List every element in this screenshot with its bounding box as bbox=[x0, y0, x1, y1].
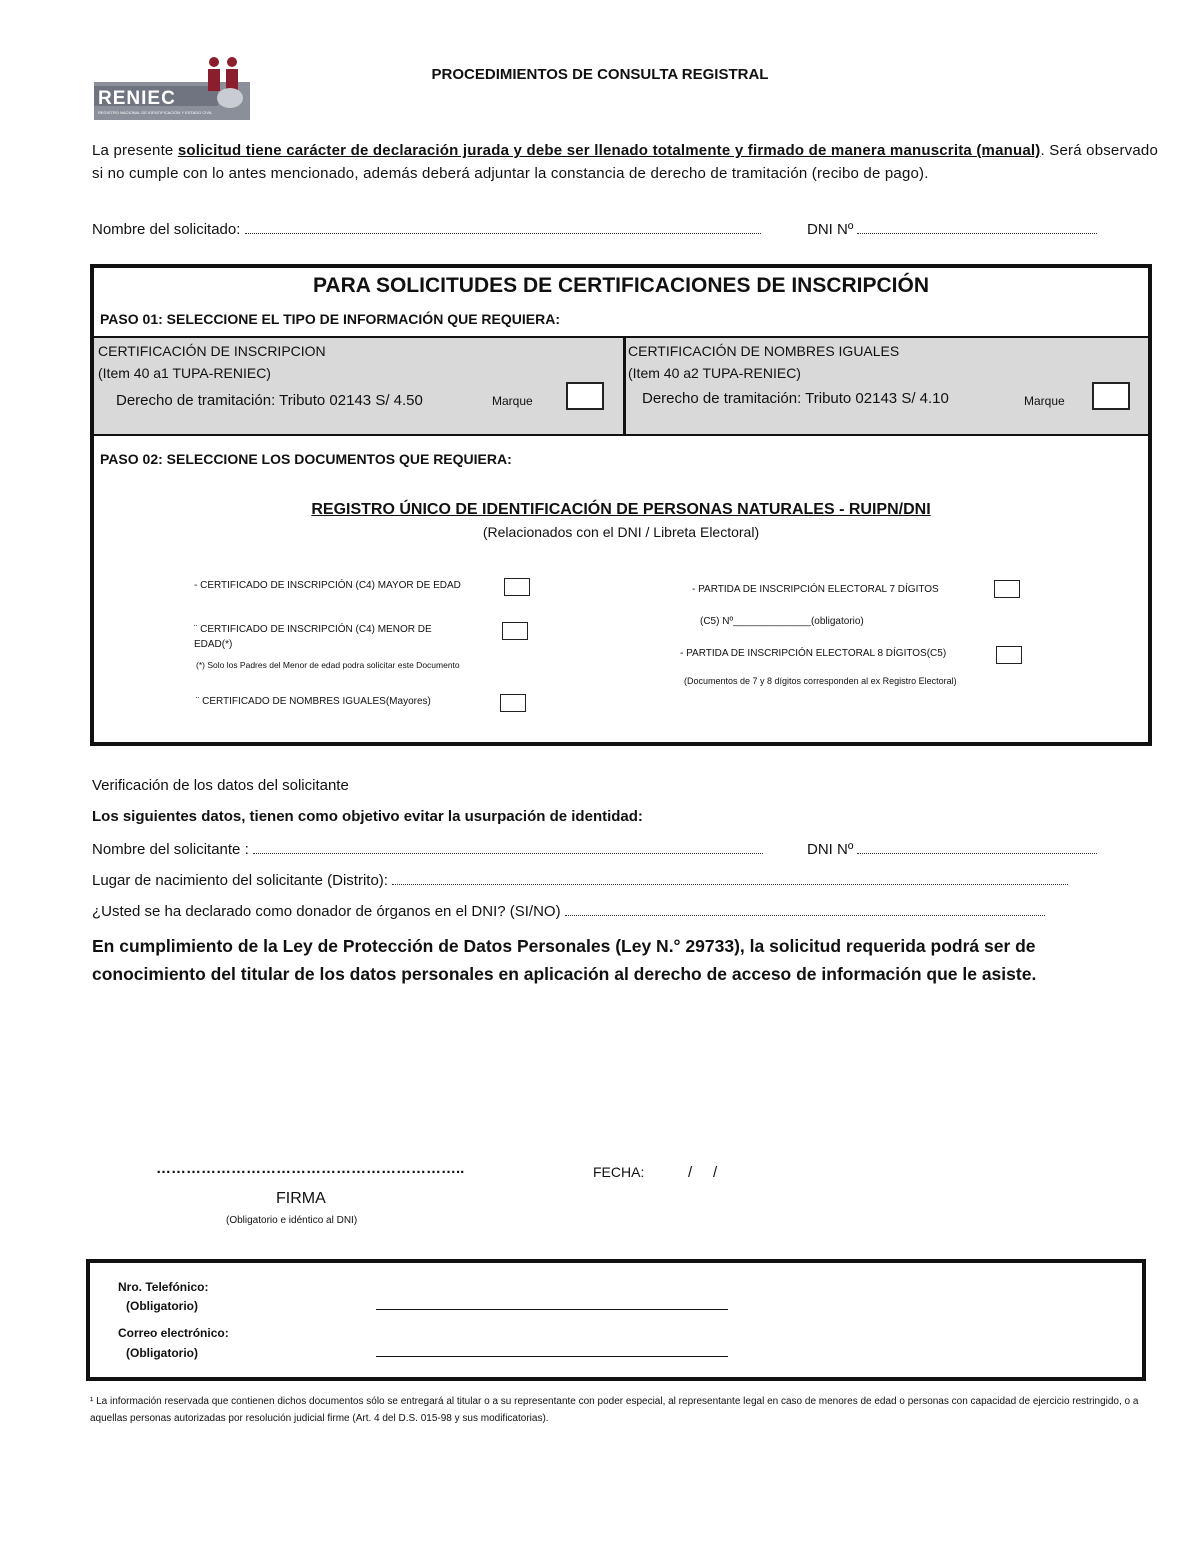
requested-dni-row bbox=[807, 221, 1097, 238]
option-inscription-fee: Derecho de tramitación: Tributo 02143 S/ 4.50 bbox=[116, 392, 423, 409]
applicant-dni-label: DNI Nº bbox=[807, 841, 854, 858]
donor-label: ¿Usted se ha declarado como donador de órganos en el DNI? (SI/NO) bbox=[92, 903, 561, 920]
signature-label: FIRMA bbox=[276, 1190, 326, 1207]
requested-name-field[interactable] bbox=[245, 221, 761, 234]
requested-dni-field[interactable] bbox=[857, 221, 1097, 234]
requested-dni-label: DNI Nº bbox=[807, 221, 854, 238]
signature-line[interactable]: …………………………………………………….. bbox=[156, 1160, 465, 1177]
email-field[interactable] bbox=[376, 1356, 728, 1357]
doc-minor-label: ¨ CERTIFICADO DE INSCRIPCIÓN (C4) MENOR DE EDAD(*) bbox=[194, 624, 432, 650]
applicant-name-row bbox=[92, 841, 763, 858]
step2-heading: PASO 02: SELECCIONE LOS DOCUMENTOS QUE REQUIERA: bbox=[100, 451, 512, 467]
applicant-name-label: Nombre del solicitante : bbox=[92, 841, 249, 858]
intro-suffix: . Será observado si no cumple con lo antes mencionado, además deberá adjuntar la constancia de derecho de tramitación (recibo de pago). bbox=[92, 142, 1158, 182]
step1-heading: PASO 01: SELECCIONE EL TIPO DE INFORMACIÓN QUE REQUIERA: bbox=[100, 311, 560, 327]
box-title: PARA SOLICITUDES DE CERTIFICACIONES DE INSCRIPCIÓN bbox=[312, 274, 930, 297]
option-same-names-fee: Derecho de tramitación: Tributo 02143 S/ 4.10 bbox=[642, 390, 949, 407]
data-protection-notice: En cumplimiento de la Ley de Protección de Datos Personales (Ley N.° 29733), la solicitud requerida podrá ser de conocimiento del titular de los datos personales en aplicación al derecho de acceso de información que le asiste. bbox=[92, 936, 1037, 984]
logo-text: RENIEC bbox=[98, 88, 176, 109]
birthplace-row bbox=[92, 872, 1068, 889]
phone-required: (Obligatorio) bbox=[126, 1299, 198, 1313]
option-same-names-mark-label: Marque bbox=[1024, 394, 1065, 408]
email-label: Correo electrónico: bbox=[118, 1326, 229, 1340]
birthplace-label: Lugar de nacimiento del solicitante (Distrito): bbox=[92, 872, 388, 889]
doc-minor-note: (*) Solo los Padres del Menor de edad podra solicitar este Documento bbox=[196, 660, 460, 670]
intro-prefix: La presente bbox=[92, 142, 178, 159]
registry-title: REGISTRO ÚNICO DE IDENTIFICACIÓN DE PERSONAS NATURALES - RUIPN/DNI bbox=[311, 501, 931, 518]
option-inscription-item: (Item 40 a1 TUPA-RENIEC) bbox=[98, 365, 271, 381]
option-inscription-mark-label: Marque bbox=[492, 394, 533, 408]
certification-request-box bbox=[90, 264, 1152, 746]
donor-field[interactable] bbox=[565, 903, 1045, 916]
birthplace-field[interactable] bbox=[392, 872, 1068, 885]
applicant-dni-row bbox=[807, 841, 1097, 858]
email-required: (Obligatorio) bbox=[126, 1346, 198, 1360]
option-same-names-checkbox[interactable] bbox=[1092, 382, 1130, 410]
option-same-names-title: CERTIFICACIÓN DE NOMBRES IGUALES bbox=[628, 343, 900, 359]
signature-note: (Obligatorio e idéntico al DNI) bbox=[226, 1215, 358, 1226]
registry-subtitle: (Relacionados con el DNI / Libreta Electoral) bbox=[482, 524, 760, 540]
date-label: FECHA: bbox=[593, 1164, 645, 1180]
option-same-names-item: (Item 40 a2 TUPA-RENIEC) bbox=[628, 365, 801, 381]
date-field[interactable]: / / bbox=[688, 1164, 718, 1181]
doc-electoral-note: (Documentos de 7 y 8 dígitos corresponden al ex Registro Electoral) bbox=[684, 676, 957, 686]
footnote: ¹ La información reservada que contienen dichos documentos sólo se entregará al titular o a su representante con poder especial, al representante legal en caso de menores de edad o personas con capacidad de ejercicio restringido, o a aquellas personas autorizadas por resolución judicial firme (Art. 4 del D.S. 015-98 y sus modificatorias). bbox=[90, 1396, 1139, 1424]
options-divider bbox=[623, 338, 626, 434]
logo-subtext: REGISTRO NACIONAL DE IDENTIFICACIÓN Y ESTADO CIVIL bbox=[98, 110, 213, 115]
doc-electoral-7-number: (C5) Nº______________(obligatorio) bbox=[700, 616, 864, 627]
verification-objective: Los siguientes datos, tienen como objetivo evitar la usurpación de identidad: bbox=[92, 808, 643, 825]
doc-electoral-7-checkbox[interactable] bbox=[994, 580, 1020, 598]
doc-adult-checkbox[interactable] bbox=[504, 578, 530, 596]
requested-name-label: Nombre del solicitado: bbox=[92, 221, 241, 238]
doc-electoral-8-checkbox[interactable] bbox=[996, 646, 1022, 664]
page-title: PROCEDIMIENTOS DE CONSULTA REGISTRAL bbox=[431, 66, 769, 83]
donor-row bbox=[92, 903, 1045, 920]
contact-box bbox=[86, 1259, 1146, 1381]
doc-electoral-8-label: - PARTIDA DE INSCRIPCIÓN ELECTORAL 8 DÍGITOS(C5) bbox=[680, 648, 947, 659]
option-inscription-checkbox[interactable] bbox=[566, 382, 604, 410]
intro-underlined: solicitud tiene carácter de declaración jurada y debe ser llenado totalmente y firmado de manera manuscrita (manual) bbox=[177, 142, 1041, 159]
phone-label: Nro. Telefónico: bbox=[118, 1280, 209, 1294]
phone-field[interactable] bbox=[376, 1309, 728, 1310]
option-inscription-title: CERTIFICACIÓN DE INSCRIPCION bbox=[98, 343, 326, 359]
applicant-name-field[interactable] bbox=[253, 841, 763, 854]
doc-same-names-checkbox[interactable] bbox=[500, 694, 526, 712]
doc-adult-label: - CERTIFICADO DE INSCRIPCIÓN (C4) MAYOR DE EDAD bbox=[194, 580, 461, 591]
certificate-type-options bbox=[94, 336, 1148, 436]
applicant-dni-field[interactable] bbox=[857, 841, 1097, 854]
intro-paragraph bbox=[92, 140, 1158, 185]
requested-name-row bbox=[92, 221, 761, 238]
doc-electoral-7-label: - PARTIDA DE INSCRIPCIÓN ELECTORAL 7 DÍGITOS bbox=[692, 584, 939, 595]
doc-same-names-label: ¨ CERTIFICADO DE NOMBRES IGUALES(Mayores) bbox=[196, 696, 431, 707]
doc-minor-checkbox[interactable] bbox=[502, 622, 528, 640]
verification-heading: Verificación de los datos del solicitante bbox=[92, 777, 349, 794]
